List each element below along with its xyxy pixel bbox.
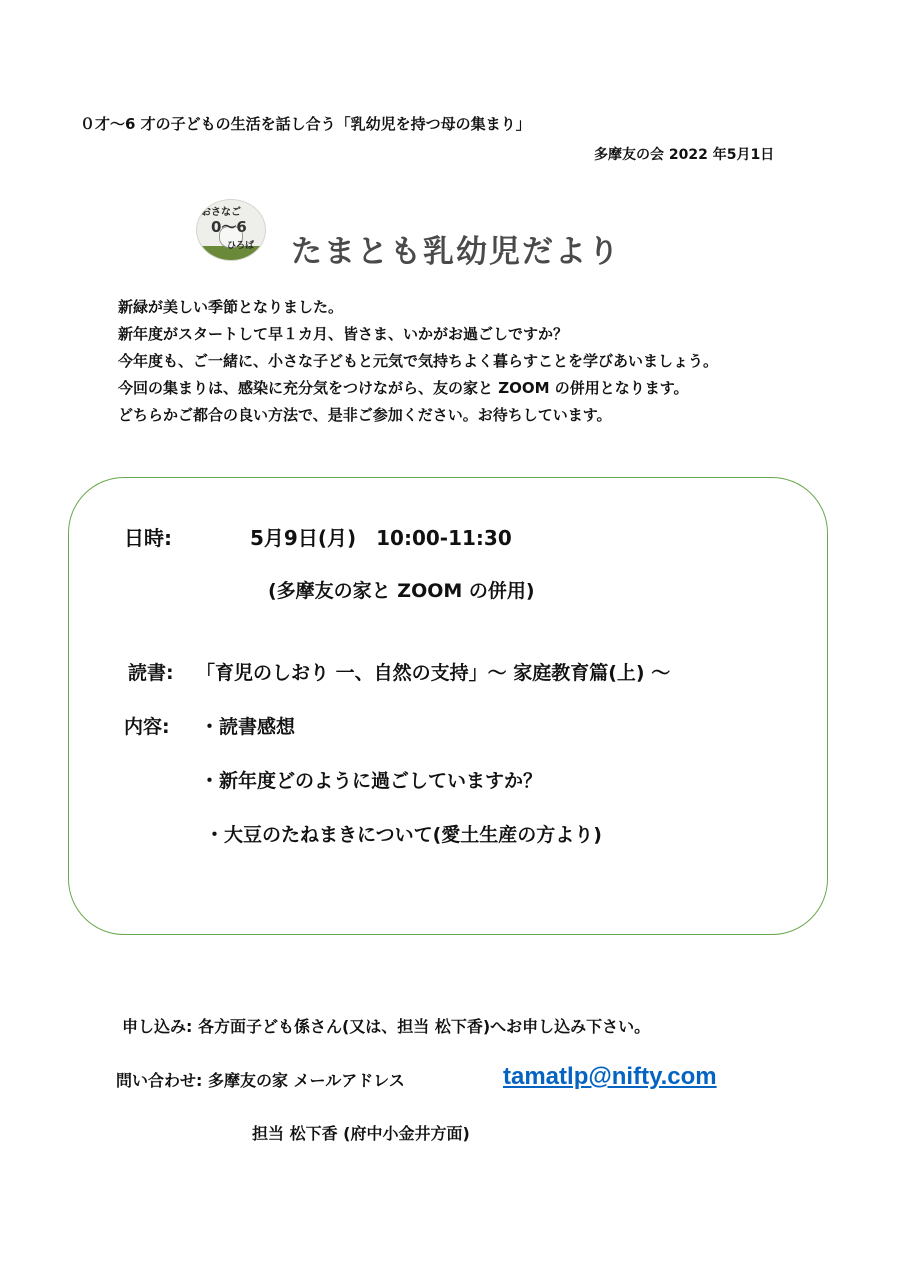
logo <box>196 199 266 261</box>
logo-text-top: おさなご <box>201 207 241 218</box>
intro-paragraph <box>118 294 718 429</box>
intro-line: 今年度も、ご一緒に、小さな子どもと元気で気持ちよく暮らすことを学びあいましょう。 <box>118 352 719 370</box>
reading-value: 「育児のしおり 一、自然の支持」～ 家庭教育篇(上) ～ <box>196 662 671 684</box>
intro-line: 新緑が美しい季節となりました。 <box>118 298 344 316</box>
content-item: ・読書感想 <box>200 716 296 738</box>
date-label: 日時: <box>124 526 172 550</box>
content-item: ・大豆のたねまきについて(愛土生産の方より) <box>205 824 602 846</box>
content-item: ・新年度どのように過ごしていますか？ <box>200 770 543 792</box>
header-subtitle: ０才～6 才の子どもの生活を話し合う「乳幼児を持つ母の集まり」 <box>80 115 531 133</box>
logo-text-bottom: ひろば <box>227 241 255 251</box>
newsletter-title: たまとも乳幼児だより <box>291 234 621 270</box>
application-info: 申し込み: 各方面子ども係さん(又は、担当 松下香)へお申し込み下さい。 <box>122 1017 651 1036</box>
content-label: 内容: <box>124 716 170 738</box>
contact-person: 担当 松下香 (府中小金井方面) <box>252 1124 470 1143</box>
email-link[interactable]: tamatlp@nifty.com <box>503 1063 717 1090</box>
logo-text-age: 0〜6 <box>211 218 247 236</box>
intro-line: 今回の集まりは、感染に充分気をつけながら、友の家と ZOOM の併用となります。 <box>118 379 689 397</box>
inquiry-label: 問い合わせ: 多摩友の家 メールアドレス <box>116 1071 405 1090</box>
date-value: 5月9日(月) 10:00-11:30 <box>250 526 512 550</box>
org-and-date: 多摩友の会 2022 年5月1日 <box>594 147 775 163</box>
intro-line: 新年度がスタートして早１カ月、皆さま、いかがお過ごしですか？ <box>118 325 569 343</box>
reading-label: 読書: <box>128 662 174 684</box>
intro-line: どちらかご都合の良い方法で、是非ご参加ください。お待ちしています。 <box>118 406 612 424</box>
venue-note: (多摩友の家と ZOOM の併用) <box>268 580 535 602</box>
